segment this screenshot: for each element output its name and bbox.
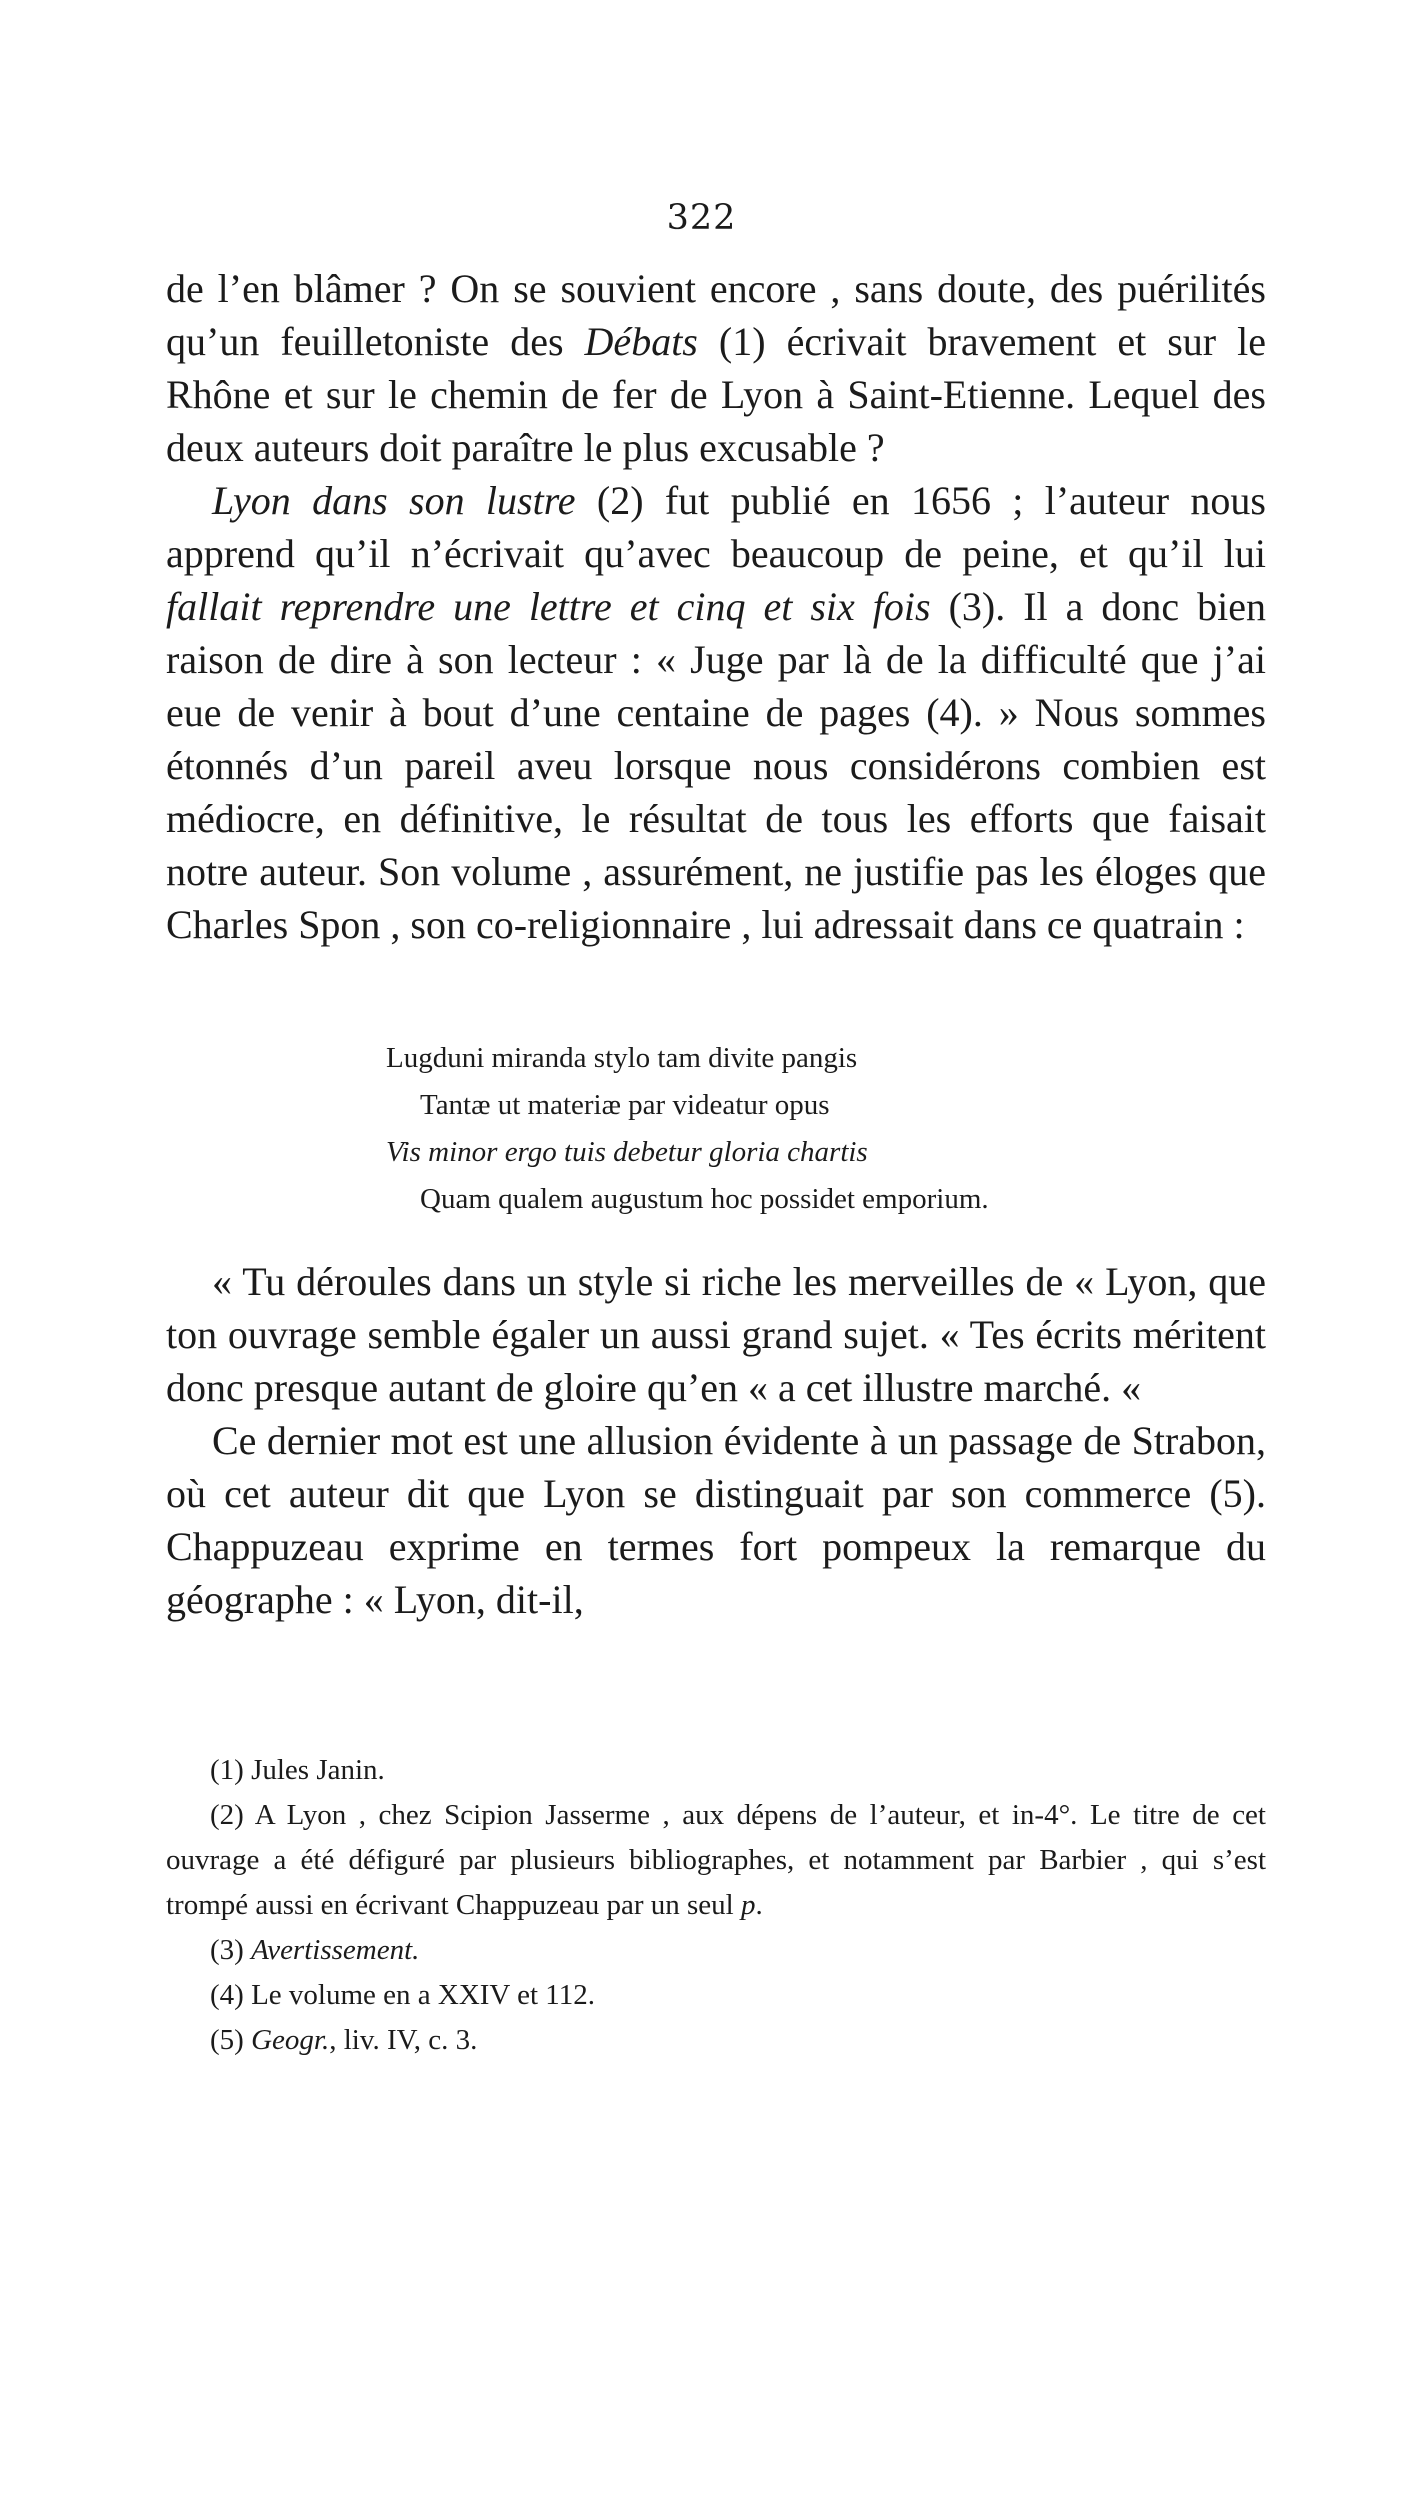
main-text (166, 262, 1266, 951)
paragraph-1-text: de l’en blâmer ? On se souvient encore , sans doute, des puérilités qu’un feuilletoniste des (166, 266, 1266, 364)
debats-title: Débats (584, 319, 698, 364)
translation-block (166, 1255, 1266, 1626)
poem-line-2: Tantæ ut materiæ par videatur opus (420, 1089, 830, 1121)
latin-quatrain (386, 1035, 1286, 1223)
poem-line-1: Lugduni miranda stylo tam divite pangis (386, 1042, 858, 1074)
translation-text: « Tu déroules dans un style si riche les merveilles de « Lyon, que ton ouvrage semble égaler un aussi grand sujet. « Tes écrits méritent donc presque autant de gloire qu’en « a cet illustre marché. « (166, 1259, 1266, 1410)
paragraph-1-rest: (1) écrivait bravement et sur le Rhône et sur le chemin de fer de Lyon à Saint-Etienne. Lequel des deux auteurs doit paraître le plus excusable ? (166, 319, 1267, 470)
footnote-2 (166, 1793, 1266, 1928)
footnote-5 (166, 2018, 1266, 2063)
poem-line-4: Quam qualem augustum hoc possidet emporium. (420, 1183, 989, 1215)
paragraph-3: Ce dernier mot est une allusion évidente à un passage de Strabon, où cet auteur dit que Lyon se distinguait par son commerce (5). Chappuzeau exprime en termes fort pompeux la remarque du géographe : « Lyon, dit-il, (166, 1418, 1266, 1622)
footnote-3-text: Avertissement. (251, 1934, 420, 1966)
footnote-3 (166, 1928, 1266, 1973)
paragraph-2-text-a: (2) fut publié en 1656 ; l’auteur nous apprend qu’il n’écrivait qu’avec beaucoup de peine, et qu’il lui (166, 478, 1266, 576)
quoted-phrase: fallait reprendre une lettre et cinq et six fois (166, 584, 931, 629)
footnote-2-text: (2) A Lyon , chez Scipion Jasserme , aux dépens de l’auteur, et in-4°. Le titre de cet ouvrage a été défiguré par plusieurs bibliographes, et notamment par Barbier , qui s’est trompé aussi en écrivant Chappuzeau par un seul (166, 1799, 1266, 1921)
footnote-5-italic: Geogr. (251, 2024, 330, 2056)
footnote-5-number: (5) (210, 2024, 244, 2056)
footnote-2-italic: p (740, 1889, 756, 1921)
footnote-2-end: . (755, 1889, 763, 1921)
paragraph-2-text-b: (3). Il a donc bien raison de dire à son lecteur : « Juge par là de la difficulté que j’ai eue de venir à bout d’une centaine de pages (4). » Nous sommes étonnés d’un pareil aveu lorsque nous considérons combien est médiocre, en définitive, le résultat de tous les efforts que faisait notre auteur. Son volume , assurément, ne justifie pas les éloges que Charles Spon , son co-religionnaire , lui adressait dans ce quatrain : (166, 584, 1266, 947)
footnote-1: (1) Jules Janin. (210, 1754, 385, 1786)
footnote-4: (4) Le volume en a XXIV et 112. (210, 1979, 595, 2011)
paragraph-2 (166, 474, 1266, 951)
page-number: 322 (666, 198, 737, 238)
footnote-5-rest: , liv. IV, c. 3. (329, 2024, 478, 2056)
footnotes (166, 1748, 1266, 2063)
paragraph-1 (166, 262, 1266, 474)
poem-line-3: Vis minor ergo tuis debetur gloria chartis (386, 1136, 868, 1168)
footnote-3-number: (3) (210, 1934, 244, 1966)
book-title: Lyon dans son lustre (212, 478, 576, 523)
